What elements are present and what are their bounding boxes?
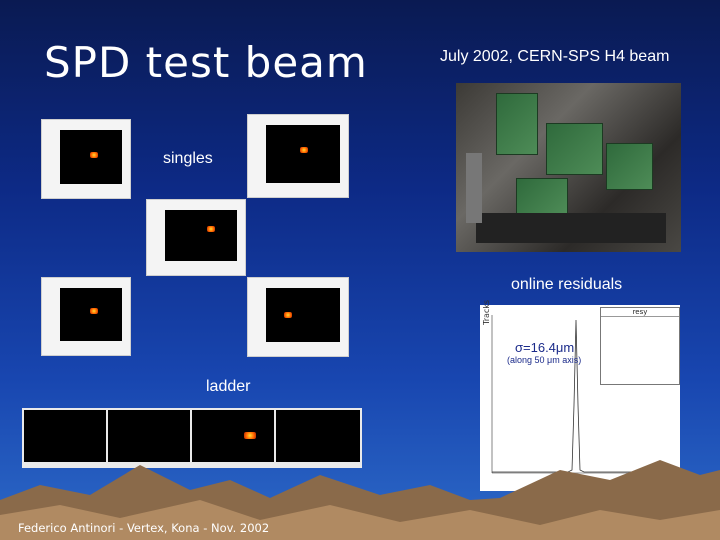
stats-title: resy — [601, 308, 679, 317]
hitmap-plane-2 — [247, 114, 349, 198]
footer: Federico Antinori - Vertex, Kona - Nov. 2002 — [18, 521, 270, 535]
setup-photo — [456, 83, 681, 252]
hitmap-plane-4 — [41, 277, 131, 356]
sigma-note: (along 50 μm axis) — [507, 355, 582, 365]
hitmap-plane-5 — [247, 277, 349, 357]
hitmap-plane-1 — [41, 119, 131, 199]
slide-subtitle: July 2002, CERN-SPS H4 beam — [440, 48, 670, 65]
singles-label: singles — [163, 150, 213, 167]
hitmap-plane-3 — [146, 199, 246, 276]
slide-title: SPD test beam — [44, 38, 368, 87]
y-axis-label: Tracks — [482, 299, 491, 325]
ladder-label: ladder — [206, 378, 251, 395]
residuals-label: online residuals — [511, 276, 623, 293]
sigma-text: σ=16.4μm — [515, 340, 575, 355]
